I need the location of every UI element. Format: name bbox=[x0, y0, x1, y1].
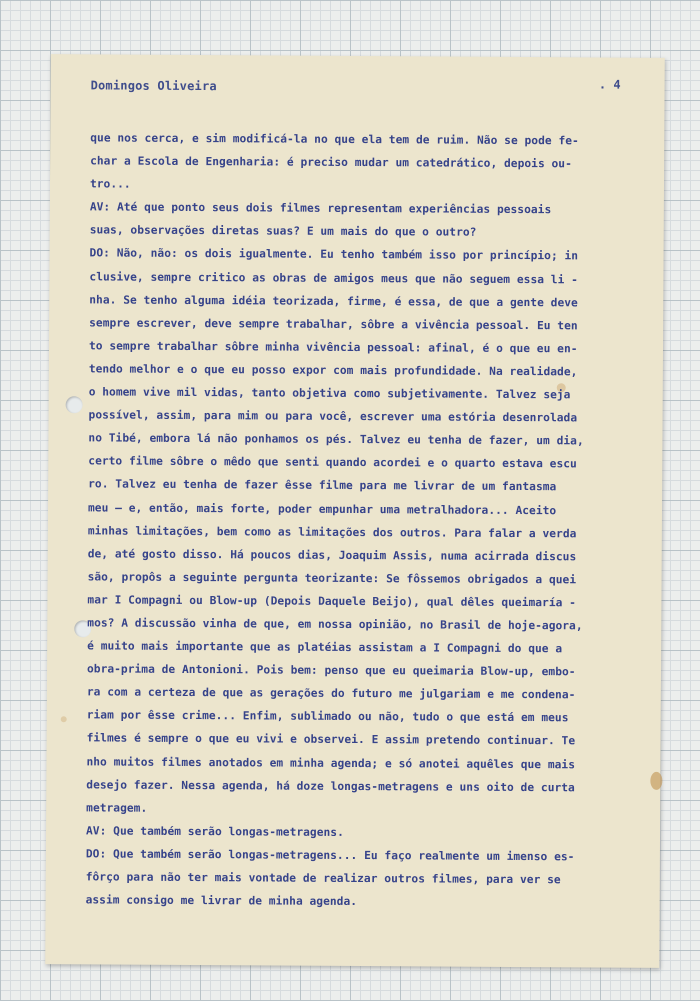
text-line: no Tibé, embora lá não ponhamos os pés. Talvez eu tenha de fazer, um dia, bbox=[88, 431, 584, 448]
text-line: DO: Não, não: os dois igualmente. Eu tenho também isso por princípio; in bbox=[89, 246, 579, 263]
text-line: desejo fazer. Nessa agenda, há doze longas-metragens e uns oito de curta bbox=[86, 777, 575, 794]
text-line: AV: Até que ponto seus dois filmes representam experiências pessoais bbox=[89, 200, 552, 217]
text-line: ro. Talvez eu tenha de fazer êsse filme para me livrar de um fantasma bbox=[88, 477, 557, 494]
punch-hole-upper bbox=[66, 396, 83, 413]
text-line: tro... bbox=[89, 177, 131, 191]
text-line: é muito mais importante que as platéias assistam a I Compagni do que a bbox=[87, 639, 563, 656]
text-line: tendo melhor e o que eu posso expor com mais profundidade. Na realidade, bbox=[88, 362, 578, 379]
text-line: de, até gosto disso. Há poucos dias, Joaquim Assis, numa acirrada discus bbox=[87, 547, 577, 564]
text-line: fôrço para não ter mais vontade de realizar outros filmes, para ver se bbox=[85, 870, 561, 887]
text-line: riam por êsse crime... Enfim, sublimado ou não, tudo o que está em meus bbox=[86, 708, 569, 725]
typewritten-page bbox=[45, 54, 665, 968]
text-line: to sempre trabalhar sôbre minha vivência pessoal: afinal, é o que eu en- bbox=[88, 339, 578, 356]
text-line: que nos cerca, e sim modificá-la no que ela tem de ruim. Não se pode fe- bbox=[90, 131, 579, 148]
text-line: mos? A discussão vinha de que, em nossa opinião, no Brasil de hoje-agora, bbox=[87, 616, 583, 633]
text-line: suas, observações diretas suas? E um mais do que o outro? bbox=[89, 223, 477, 240]
text-line: assim consigo me livrar de minha agenda. bbox=[85, 893, 358, 909]
text-line: metragem. bbox=[86, 801, 148, 815]
text-line: certo filme sôbre o mêdo que senti quando acordei e o quarto estava escu bbox=[88, 454, 577, 471]
text-line: ra com a certeza de que as gerações do futuro me julgariam e me condena- bbox=[86, 685, 576, 702]
text-line: minhas limitações, bem como as limitações dos outros. Para falar a verda bbox=[87, 523, 577, 540]
page-number: . 4 bbox=[598, 77, 621, 92]
text-line: possível, assim, para mim ou para você, escrever uma estória desenrolada bbox=[88, 408, 578, 425]
text-line: sempre escrever, deve sempre trabalhar, sôbre a vivência pessoal. Eu ten bbox=[89, 316, 578, 333]
text-line: nho muitos filmes anotados em minha agenda; e só anotei aquêles que mais bbox=[86, 754, 576, 771]
text-line: são, propôs a seguinte pergunta teorizante: Se fôssemos obrigados a quei bbox=[87, 570, 577, 587]
text-line: DO: Que também serão longas-metragens... Eu faço realmente um imenso es- bbox=[85, 847, 575, 864]
author-header: Domingos Oliveira bbox=[90, 78, 217, 94]
text-line: mar I Compagni ou Blow-up (Depois Daquele Beijo), qual dêles queimaría - bbox=[87, 593, 577, 610]
text-line: meu — e, então, mais forte, poder empunhar uma metralhadora... Aceito bbox=[87, 500, 557, 517]
text-line: o homem vive mil vidas, tanto objetiva como subjetivamente. Talvez seja bbox=[88, 385, 571, 402]
rust-stain bbox=[61, 716, 67, 722]
text-line: clusive, sempre critico as obras de amigos meus que não seguem essa li - bbox=[89, 269, 579, 286]
interview-text bbox=[86, 126, 657, 915]
text-line: AV: Que também serão longas-metragens. bbox=[86, 824, 344, 839]
text-line: obra-prima de Antonioni. Pois bem: penso que eu queimaria Blow-up, embo- bbox=[86, 662, 576, 679]
text-line: nha. Se tenho alguma idéia teorizada, firme, é essa, de que a gente deve bbox=[89, 293, 578, 310]
text-line: char a Escola de Engenharia: é preciso mudar um catedrático, depois ou- bbox=[90, 154, 572, 171]
text-line: filmes é sempre o que eu vivi e observei. E assim pretendo continuar. Te bbox=[86, 731, 576, 748]
